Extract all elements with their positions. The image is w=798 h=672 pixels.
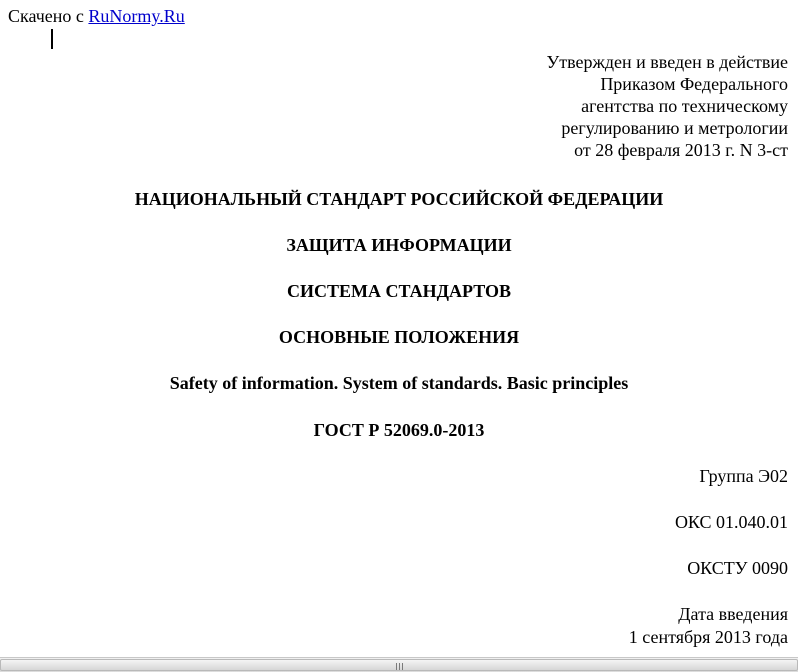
intro-date: 1 сентября 2013 года [628,627,788,647]
approval-line: регулированию и метрологии [561,118,788,138]
oks-code: ОКС 01.040.01 [674,512,788,532]
english-title: Safety of information. System of standards. Basic principles [169,373,629,393]
group-code: Группа Э02 [699,466,788,486]
source-prefix: Скачено с [8,6,84,26]
text-cursor [51,29,53,49]
system-title: СИСТЕМА СТАНДАРТОВ [287,281,511,301]
scrollbar-grip-icon [395,663,405,670]
subtitle: ОСНОВНЫЕ ПОЛОЖЕНИЯ [278,327,520,347]
source-link[interactable]: RuNormy.Ru [88,6,185,26]
national-standard-title: НАЦИОНАЛЬНЫЙ СТАНДАРТ РОССИЙСКОЙ ФЕДЕРАЦИИ [134,189,664,209]
approval-block [546,51,788,161]
horizontal-scrollbar[interactable] [0,657,798,672]
approval-line: агентства по техническому [581,96,788,116]
okstu-code: ОКСТУ 0090 [687,558,788,578]
scrollbar-thumb[interactable] [0,659,798,671]
gost-number: ГОСТ Р 52069.0-2013 [313,420,485,440]
approval-line: Приказом Федерального [600,74,788,94]
approval-line: от 28 февраля 2013 г. N 3-ст [574,140,788,160]
source-line [8,6,185,27]
approval-line: Утвержден и введен в действие [546,52,788,72]
intro-date-label: Дата введения [678,604,788,624]
topic-title: ЗАЩИТА ИНФОРМАЦИИ [286,235,512,255]
